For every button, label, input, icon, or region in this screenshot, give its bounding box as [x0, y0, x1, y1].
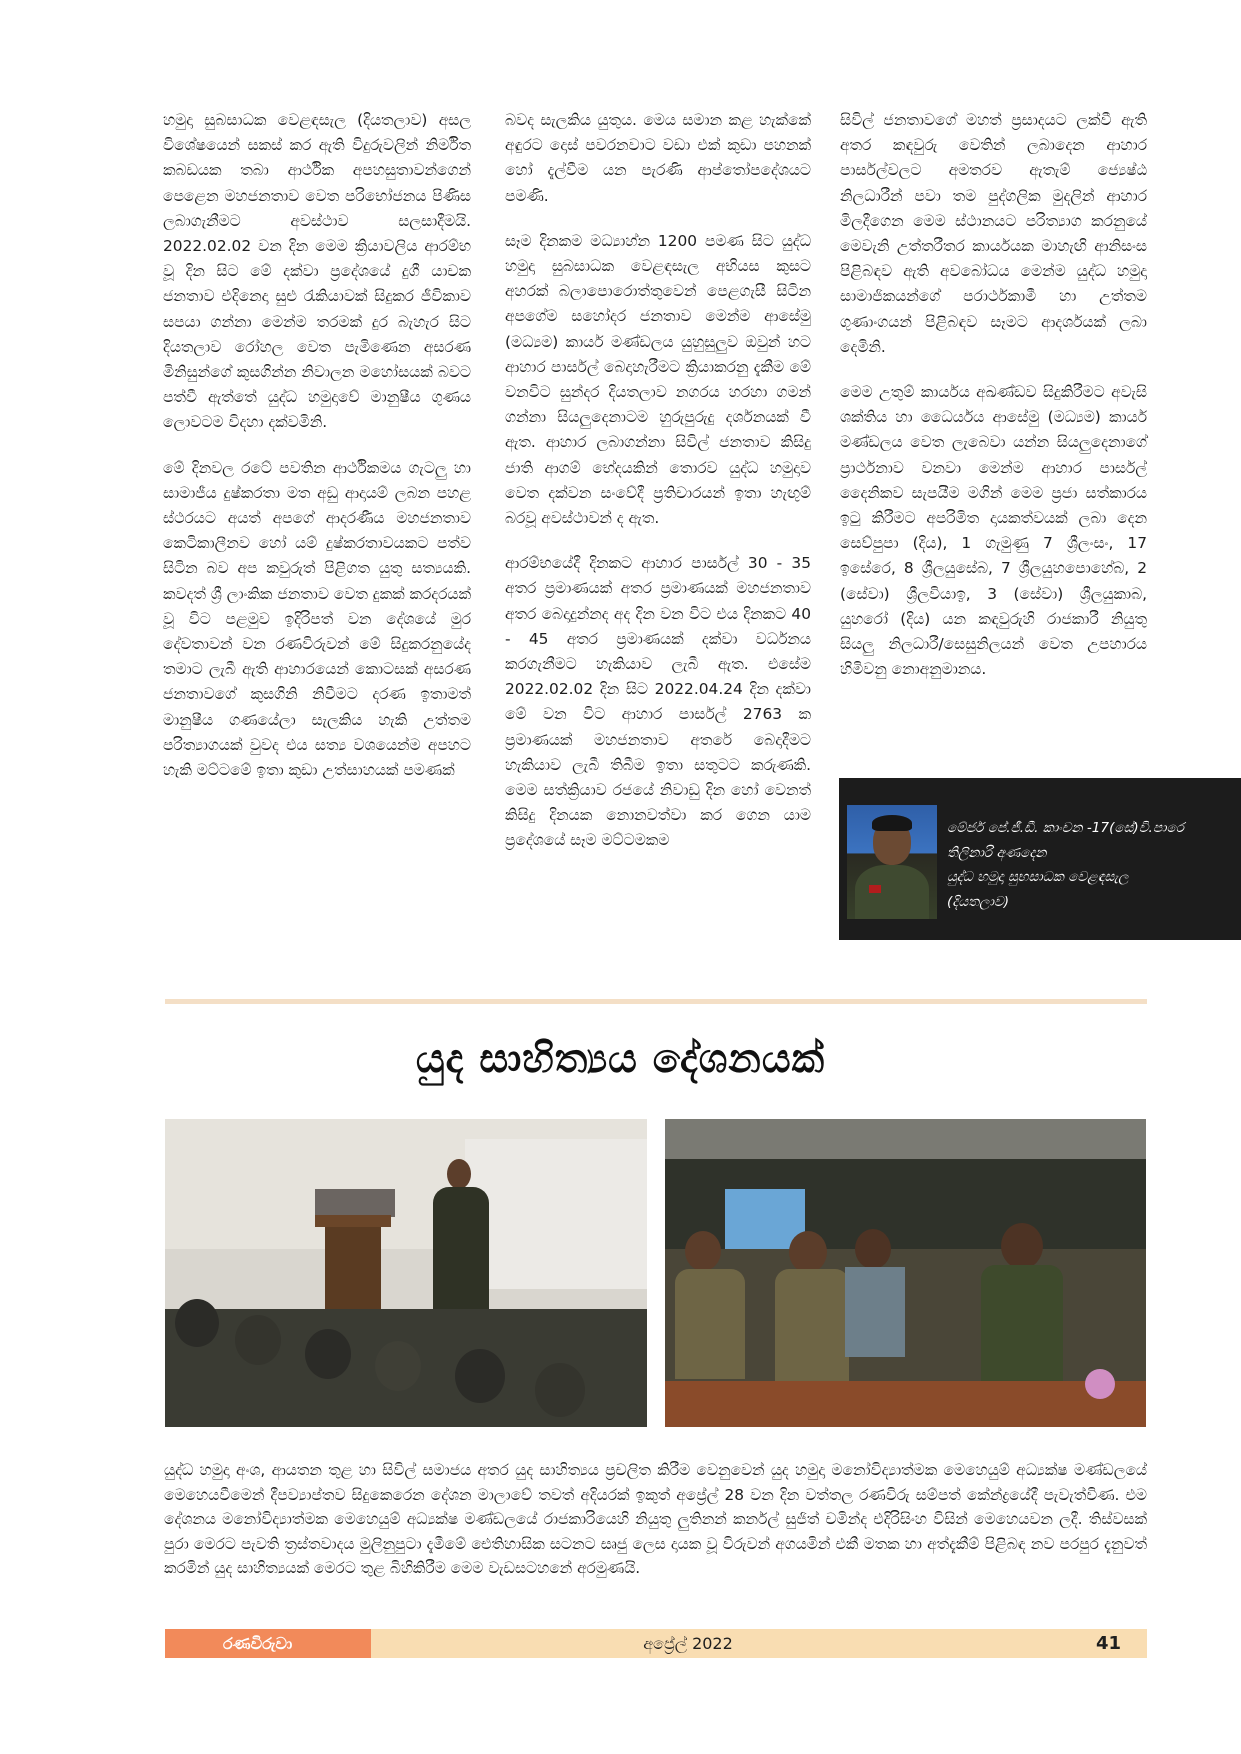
article-column-3 — [840, 108, 1147, 702]
page-footer — [165, 1629, 1147, 1658]
article-column-1 — [163, 108, 471, 803]
paragraph: සිවිල් ජනතාවගේ මහත් ප්‍රසාදයට ලක්වී ඇති අතර කඳවුරු වෙතින් ලබාදෙන ආහාර පාර්සල්වලට අමතරව ඇතැම් ජ්‍යෙෂ්ඨ නිලධාරීන් පවා තම පුද්ගලික මුදලින් ආහාර මිලදීගෙන මෙම ස්ථානයට පරිත්‍යාග කරනුයේ මෙවැනි උත්තරීතර කාර්යයක මාහැඟි ආනිසංස පිළිබඳව ඇති අවබෝධය මෙන්ම යුද්ධ හමුදා සාමාජිකයන්ගේ පරාර්ථකාමී හා උත්තම ගුණාංගයන් පිළිබඳව සෑමට ආදර්ශයක් ලබා දෙමිනි. — [840, 111, 1147, 356]
page-number: 41 — [1095, 1633, 1121, 1654]
paragraph: සෑම දිනකම මධ්‍යාහ්න 1200 පමණ සිට යුද්ධ හමුදා සුබසාධක වෙළඳසැල අභියස කුසට අහරක් බලාපොරොත්තුවෙන් පෙළගැසී සිටින අපගේම සහෝදර ජනතාව මෙන්ම ආසේමු (මධ්‍යම) කාර්ය මණ්ඩලය යුහුසුලුව ඔවුන් හට ආහාර පාර්සල් බෙදාහැරීමට ක්‍රියාකරනු දැකීම මේ වනවිට සුන්දර දියතලාව නගරය හරහා ගමන් ගන්නා සියලුදෙනාටම හුරුපුරුදු දර්ශනයක් වී ඇත. ආහාර ලබාගන්නා සිවිල් ජනතාව කිසිදු ජාති ආගම් භේදයකින් තොරව යුද්ධ හමුදාව වෙත දක්වන සංවේදී ප්‍රතිචාරයන් ඉතා හැඟුම් බරවූ අවස්ථාවන් ද ඇත. — [505, 231, 811, 528]
lecture-photo — [165, 1119, 647, 1427]
footer-brand: රණවිරුවා — [165, 1629, 371, 1658]
feature-body: යුද්ධ හමුදා අංශ, ආයතන තුළ හා සිවිල් සමාජය අතර යුද සාහිත්‍යය ප්‍රචලිත කිරීම වෙනුවෙන් යුද හමුදා මනෝවිද්‍යාත්මක මෙහෙයුම් අධ්‍යක්ෂ මණ්ඩලයේ මෙහෙයවීමෙන් දීපව්‍යාප්තව සිදුකෙරෙන දේශන මාලාවේ තවත් අදියරක් ඉකුත් අප්‍රේල් 28 වන දින වත්තල රණවිරු සම්පත් කේන්ද්‍රයේදී පැවැත්විණ. එම දේශනය මනෝවිද්‍යාත්මක මෙහෙයුම් අධ්‍යක්ෂ මණ්ඩලයේ රාජකාරියෙහි නියුතු ලුතිනන් කර්නල් සුජිත් චමින්ද එදිරිසිංහ විසින් මෙහෙයවන ලදී. තිස්වසක් පුරා මෙරට පැවති ත්‍රස්තවාදය මුලිනුපුටා දැමීමේ ඓතිහාසික සටනට සෘජු ලෙස දායක වූ විරුවන් අගයමින් එකී මතක හා අත්දැකීම් පිළිබඳ නව පරපුර දැනුවත් කරමින් යුද සාහිත්‍යයක් මෙරට තුළ බිහිකිරීම මෙම වැඩසටහනේ අරමුණයි. — [164, 1461, 1147, 1577]
section-divider — [165, 999, 1147, 1004]
author-caption-line: යුද්ධ හමුදා සුභසාධක වෙළඳසැල — [947, 869, 1129, 885]
author-box — [839, 778, 1241, 940]
paragraph: මේ දිනවල රටේ පවතින ආර්ථිකමය ගැටලු හා සාමාජීය දුෂ්කරතා මත අඩු ආදායම් ලබන පහළ ස්ථරයට අයත් අපගේ ආදරණීය මහජනතාව කෙටිකාලීනව හෝ යම් දුෂ්කරතාවයකට පත්ව සිටින බව අප කවුරුත් පිළිගත යුතු සත්‍යයකි. කවදත් ශ්‍රී ලාංකික ජනතාව වෙත දුකක් කරදරයක් වූ විට පළමුව ඉදිරිපත් වන දේශයේ මුර දේවතාවන් වන රණවිරුවන් මේ සිදුකරනුයේද තමාට ලැබී ඇති ආහාරයෙන් කොටසක් අසරණ ජනතාවගේ කුසගිනි නිවීමට දරණ ඉතාමත් මානුෂීය ගණයේලා සැලකිය හැකි උත්තම පරිත්‍යාගයක් වුවද එය සත්‍ය වශයෙන්ම අපහට හැකි මට්ටමේ ඉතා කුඩා උත්සාහයක් පමණක් — [163, 458, 471, 780]
author-portrait — [847, 805, 937, 919]
feature-headline: යුද සාහිත්‍යය දේශනයක් — [415, 1036, 826, 1082]
footer-date: අප්‍රේල් 2022 — [643, 1634, 733, 1653]
author-caption-line: මේජර් පේ.ජී.ඩී. කාංචන -17(සේ)වි.පාරෙ — [947, 820, 1184, 836]
article-column-2 — [505, 108, 811, 874]
footer-bar — [371, 1629, 1147, 1658]
audience-photo — [665, 1119, 1146, 1427]
author-caption-line: තිලිනාරි අණදෙන — [947, 844, 1047, 861]
paragraph: ආරම්භයේදී දිනකට ආහාර පාර්සල් 30 - 35 අතර ප්‍රමාණයක් අතර ප්‍රමාණයක් මහජනතාව අතර බෙදාදුන්නද අද දින වන විට එය දිනකට 40 - 45 අතර ප්‍රමාණයක් දක්වා වර්ධනය කරගැනීමට හැකියාව ලැබී ඇත. එසේම 2022.02.02 දින සිට 2022.04.24 දින දක්වා මේ වන විට ආහාර පාර්සල් 2763 ක ප්‍රමාණයක් මහජනතාව අතරේ බෙදාදීමට හැකියාව ලැබී තිබීම ඉතා සතුටට කරුණකි. මෙම සත්ක්‍රියාව රජයේ නිවාඩු දින හෝ වෙනත් කිසිදු දිනයක නොනවත්වා කර ගෙන යාම ප්‍රදේශයේ සෑම මට්ටමකම — [505, 554, 811, 850]
paragraph: මෙම උතුම් කාර්යය අඛණ්ඩව සිදුකිරීමට අවැසි ශක්තිය හා ධෛර්යය ආසේමු (මධ්‍යම) කාර්ය මණ්ඩලය වෙත ලැබෙවා යන්න සියලුදෙනාගේ ප්‍රාර්ථනාව වනවා මෙන්ම ආහාර පාර්සල් දෛනිකව සැපයීම මගින් මෙම ප්‍රජා සත්කාරය ඉටු කිරීමට අපරිමිත දායකත්වයක් ලබා දෙන සෙව්පුපා (දිය), 1 ගැමුණු 7 ශ්‍රීලංසං, 17 ඉසේරෙ, 8 ශ්‍රීලයුසේබ, 7 ශ්‍රීලයුහපොහේබ, 2 (සේවා) ශ්‍රීලවියාඉ, 3 (සේවා) ශ්‍රීලයුකාබ, යුහරෝ (දිය) යන කඳවුරුහි රාජකාරී නියුතු සියලු නිලධාරී/සෙසුනිලයන් වෙත උපහාරය හිමිවනු නොඅනුමානය. — [840, 383, 1147, 679]
paragraph: හමුදා සුබසාධක වෙළඳසැල (දියතලාව) අසල විශේෂයෙන් සකස් කර ඇති විදුරුවලින් නිර්මිත කබඩයක තබා ආර්ථික අපහසුතාවන්ගෙන් පෙළෙන මහජනතාව වෙත පරිභෝජනය පිණිස ලබාගැනීමට අවස්ථාව සලසාදීමයි. 2022.02.02 වන දින මෙම ක්‍රියාවලිය ආරම්භ වූ දින සිට මේ දක්වා ප්‍රදේශයේ දුගී යාචක ජනතාව එදිනෙදා සුළු රැකියාවක් සිදුකර ජීවිකාව සපයා ගන්නා මෙන්ම තරමක් දුර බැහැර සිට දියතලාව රෝහල වෙත පැමිණෙන අසරණ මිනිසුන්ගේ කුසගින්න නිවාලන මහෝසයක් බවට පත්වී ඇත්තේ යුද්ධ හමුදාවේ මානුෂීය ගුණය ලොවටම විදහා දක්වමිනි. — [163, 111, 471, 432]
paragraph: බවද සැලකිය යුතුය. මෙය සමාන කළ හැක්කේ අඳුරට දොස් පවරනවාට වඩා එක් කුඩා පහනක් හෝ දැල්වීම යන පැරණි ආප්තෝපදේශයට පමණි. — [505, 111, 811, 205]
author-caption-line: (දියතලාව) — [947, 893, 1010, 910]
author-caption — [947, 816, 1232, 914]
